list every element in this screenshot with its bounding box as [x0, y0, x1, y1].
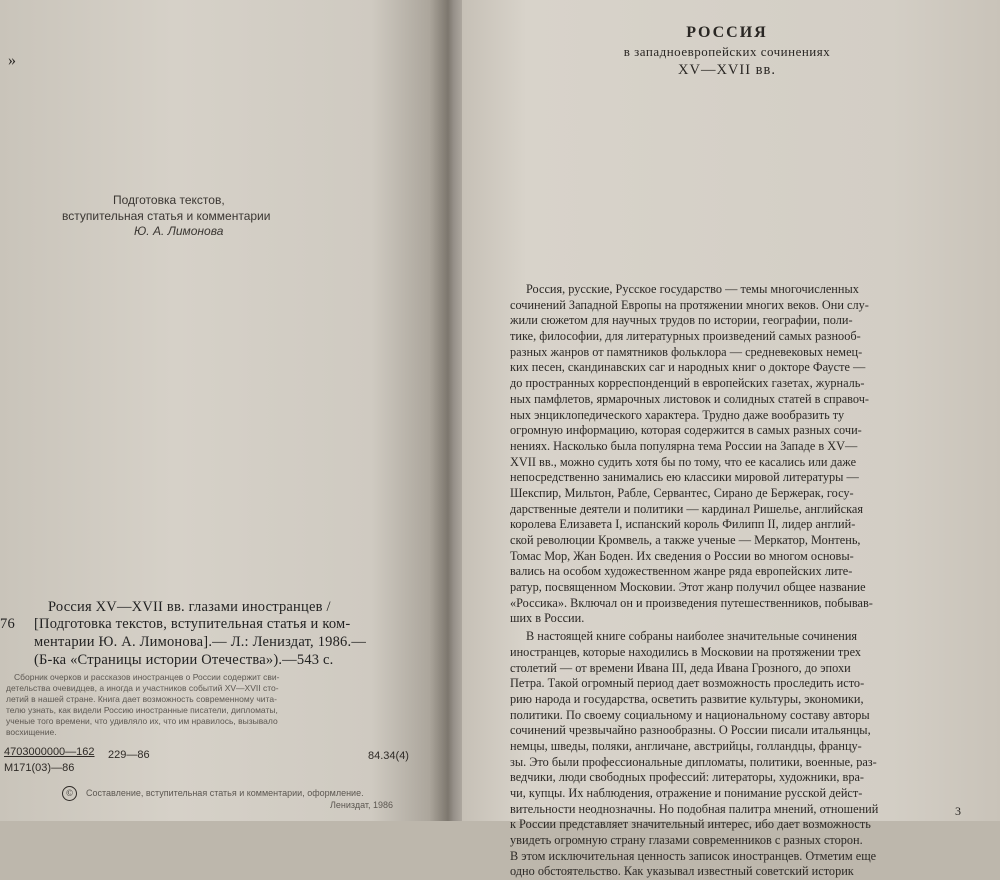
- text-line: вались на особом художественном жанре ряда европейских лите-: [510, 564, 853, 579]
- credit-author: Ю. А. Лимонова: [134, 224, 224, 238]
- text-line: «Россика». Включал он и произведения путешественников, побывав-: [510, 595, 873, 610]
- paragraph-1: [510, 282, 962, 627]
- text-line: огромную информацию, которая содержится в самых разных сочи-: [510, 423, 862, 438]
- annotation-line: летий в нашей стране. Книга дает возможность современному чита-: [6, 694, 277, 704]
- text-line: тике, философии, для литературных произведений самых разнооб-: [510, 329, 861, 344]
- text-line: нениях. Насколько была популярна тема России на Западе в XV—: [510, 438, 858, 453]
- text-line: ных энциклопедического характера. Трудно даже вообразить ту: [510, 407, 845, 422]
- text-line: В настоящей книге собраны наиболее значительные сочинения: [526, 629, 858, 644]
- page-number: 3: [955, 804, 961, 818]
- code-order: 229—86: [108, 749, 150, 761]
- credit-line-2: вступительная статья и комментарии: [62, 209, 271, 223]
- code-publisher: М171(03)—86: [4, 762, 75, 774]
- page-title: РОССИЯ: [686, 24, 768, 41]
- text-line: ратур, посвященном Московии. Этот жанр получил общее название: [510, 580, 866, 595]
- text-line: В этом исключительная ценность записок иностранцев. Отметим еще: [510, 848, 877, 863]
- copyright-line-1: Составление, вступительная статья и комментарии, оформление.: [86, 788, 364, 798]
- text-line: политики. По своему социальному и национальному составу авторы: [510, 707, 870, 722]
- text-line: разных жанров от памятников фольклора — средневековых немец-: [510, 344, 863, 359]
- text-line: ведчики, люди свободных профессий: литераторы, художники, вра-: [510, 770, 865, 785]
- text-line: ших в России.: [510, 611, 585, 626]
- catalog-line-1: Россия XV—XVII вв. глазами иностранцев /: [48, 599, 331, 615]
- copyright-symbol: ©: [62, 784, 81, 802]
- page-centuries: XV—XVII вв.: [678, 62, 776, 78]
- text-line: немцы, шведы, поляки, англичане, австрийцы, голландцы, францу-: [510, 738, 862, 753]
- corner-mark: »: [8, 52, 16, 69]
- text-line: непосредственно занимались ею классики мировой литературы —: [510, 470, 859, 485]
- catalog-line-2: [Подготовка текстов, вступительная статья и ком-: [34, 616, 351, 632]
- copyright-line-2: Лениздат, 1986: [330, 800, 394, 810]
- catalog-index: 76: [0, 616, 15, 632]
- text-line: к России представляет значительный интерес, ибо дает возможность: [510, 817, 871, 832]
- text-line: иностранцев, которые находились в Московии на протяжении трех: [510, 644, 862, 659]
- body-text: [510, 282, 962, 880]
- catalog-line-3: ментарии Ю. А. Лимонова].— Л.: Лениздат, 1986.—: [34, 634, 367, 650]
- text-line: столетий — от времени Ивана III, деда Ивана Грозного, до эпохи: [510, 660, 851, 675]
- code-bbk: 84.34(4): [368, 750, 409, 762]
- annotation-line: телю узнать, как видели Россию иностранные писатели, дипломаты,: [6, 705, 278, 715]
- annotation-line: ученые того времени, что удивляло их, что им нравилось, вызывало: [6, 716, 278, 726]
- text-line: XVII вв., можно судить хотя бы по тому, что ее касались или даже: [510, 454, 857, 469]
- text-line: Шекспир, Мильтон, Рабле, Сервантес, Сирано де Бержерак, госу-: [510, 485, 854, 500]
- code-isbn: 4703000000—162: [4, 746, 95, 758]
- text-line: дарственные деятели и политики — кардинал Ришелье, английская: [510, 501, 863, 516]
- annotation-line: детельства очевидцев, а иногда и участников событий XV—XVII сто-: [6, 683, 279, 693]
- text-line: зы. Это были профессиональные дипломаты, политики, военные, раз-: [510, 754, 877, 769]
- text-line: ких песен, скандинавских саг и народных книг о докторе Фаусте —: [510, 360, 866, 375]
- text-line: до пространных корреспонденций в европейских газетах, журналь-: [510, 376, 865, 391]
- text-line: сочинений Западной Европы на протяжении многих веков. Они слу-: [510, 297, 869, 312]
- text-line: Петра. Такой огромный период дает возможность проследить исто-: [510, 676, 865, 691]
- text-line: вительности неоднозначны. Но подобная палитра мнений, отношений: [510, 801, 879, 816]
- catalog-line-4: (Б-ка «Страницы истории Отечества»).—543 с.: [34, 652, 334, 668]
- paragraph-2: [510, 629, 962, 880]
- text-line: королева Елизавета I, испанский король Филипп II, лидер англий-: [510, 517, 856, 532]
- page-subtitle: в западноевропейских сочинениях: [623, 44, 831, 59]
- credit-line-1: Подготовка текстов,: [113, 193, 225, 207]
- text-line: ных памфлетов, ярмарочных листовок и солидных статей в справоч-: [510, 391, 870, 406]
- text-line: сочинений чрезвычайно разнообразны. О России писали итальянцы,: [510, 723, 871, 738]
- text-line: увидеть огромную страну глазами современников с разных сторон.: [510, 833, 863, 848]
- annotation-line: Сборник очерков и рассказов иностранцев о России содержит сви-: [14, 672, 280, 682]
- text-line: ской революции Кромвель, а также ученые — Меркатор, Монтень,: [510, 533, 861, 547]
- text-line: чи, купцы. Их наблюдения, отражение и понимание русской дейст-: [510, 786, 863, 800]
- text-line: рию народа и государства, осветить развитие культуры, экономики,: [510, 691, 864, 706]
- text-line: жили сюжетом для научных трудов по истории, географии, поли-: [510, 313, 853, 328]
- text-line: одно обстоятельство. Как указывал известный советский историк: [510, 864, 854, 879]
- annotation-line: восхищение.: [6, 727, 57, 737]
- text-line: Томас Мор, Жан Боден. Их сведения о России во многом основы-: [510, 548, 854, 563]
- text-line: Россия, русские, Русское государство — темы многочисленных: [526, 282, 859, 296]
